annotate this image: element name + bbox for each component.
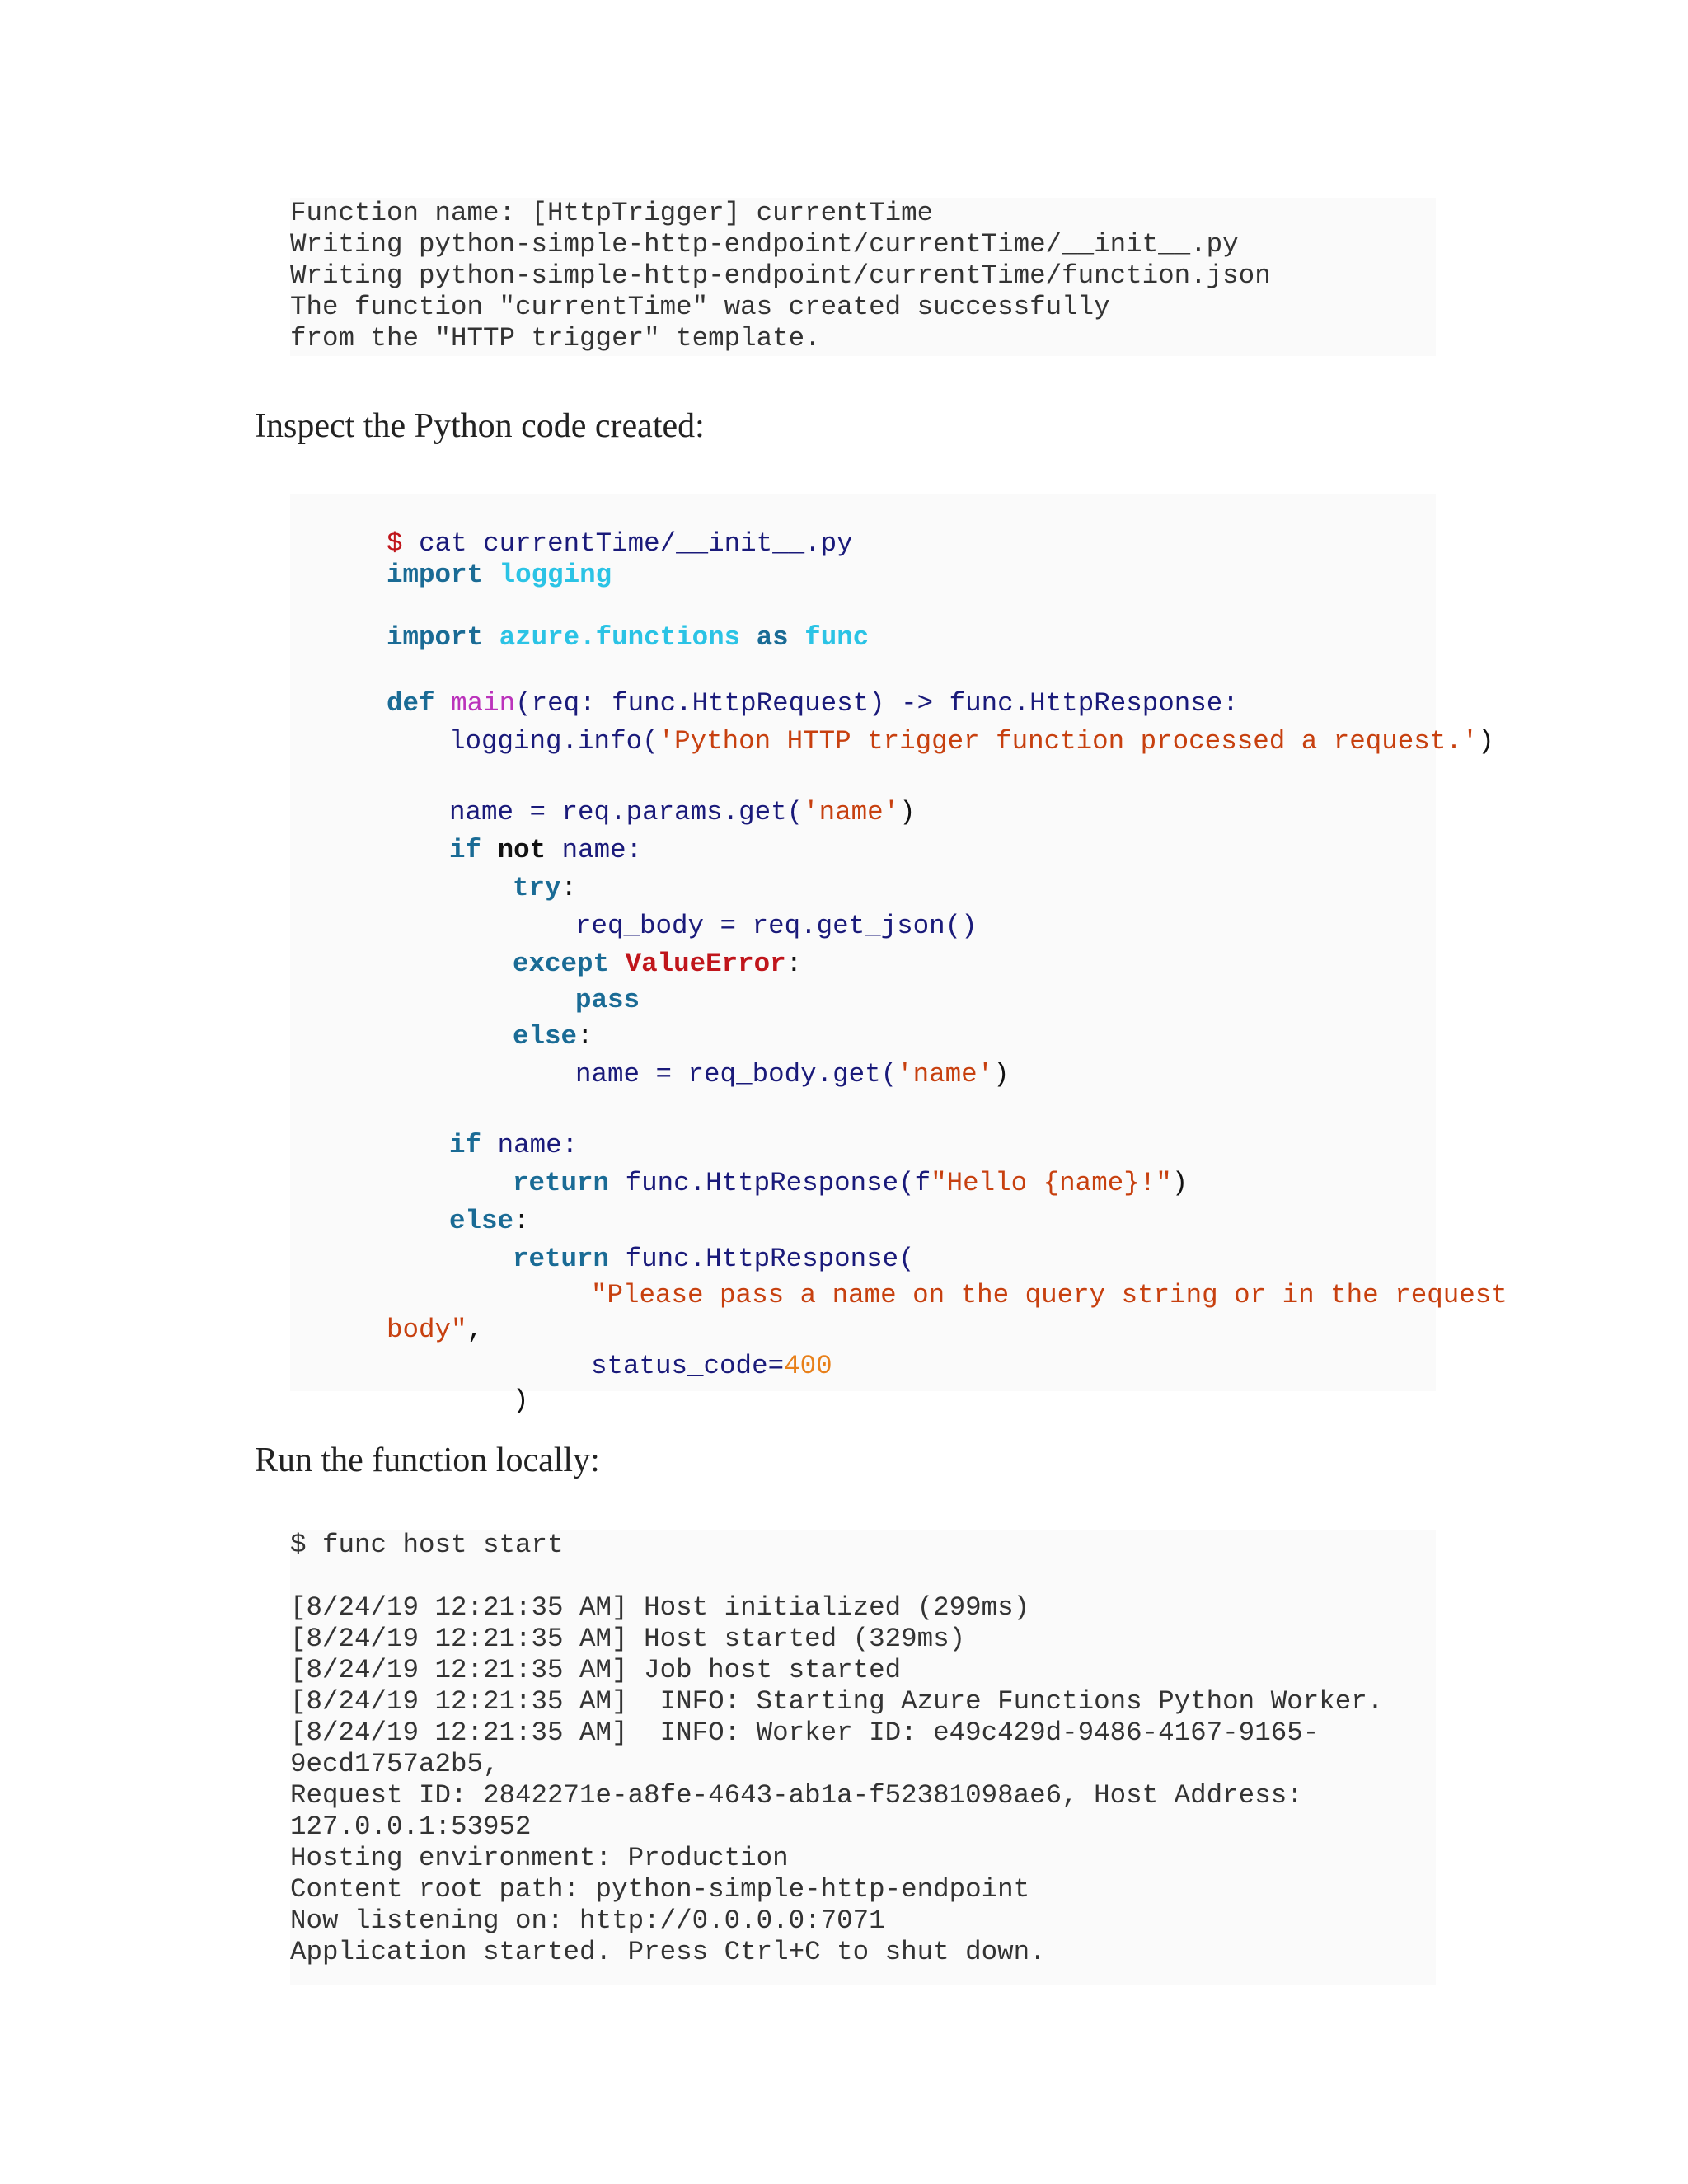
close-paren: )	[899, 797, 916, 827]
else-keyword: else	[449, 1206, 514, 1236]
colon: :	[560, 873, 578, 903]
return-keyword: return	[513, 1168, 610, 1198]
name-string: 'name'	[803, 797, 900, 827]
name-colon: name:	[561, 835, 643, 865]
output-line: $ func host start	[290, 1530, 564, 1560]
func-alias: func	[804, 622, 870, 653]
req-body-assign: req_body = req.get_json()	[575, 911, 978, 941]
name-params-assign: name = req.params.get(	[449, 797, 804, 827]
output-line: [8/24/19 12:21:35 AM] INFO: Starting Azure Functions Python Worker.	[290, 1686, 1384, 1717]
azure-functions-module: azure.functions	[499, 622, 741, 653]
main-function-name: main	[451, 688, 516, 719]
close-paren: )	[513, 1385, 529, 1416]
main-signature: (req: func.HttpRequest) -> func.HttpResponse:	[515, 688, 1239, 719]
output-line: Writing python-simple-http-endpoint/currentTime/__init__.py	[290, 229, 1239, 260]
colon: :	[577, 1021, 593, 1052]
output-line: Request ID: 2842271e-a8fe-4643-ab1a-f52381098ae6, Host Address:	[290, 1780, 1303, 1811]
func-host-output-block	[290, 1530, 1436, 1985]
shell-prompt: $	[387, 528, 403, 559]
f-string-prefix: f	[914, 1168, 931, 1198]
def-keyword: def	[387, 688, 435, 719]
output-line: [8/24/19 12:21:35 AM] Host initialized (299ms)	[290, 1592, 1030, 1623]
output-line: Application started. Press Ctrl+C to shut down.	[290, 1937, 1046, 1967]
output-line: Content root path: python-simple-http-endpoint	[290, 1874, 1030, 1905]
not-keyword: not	[497, 835, 546, 865]
import-keyword: import	[387, 622, 484, 653]
close-paren: )	[1478, 726, 1494, 757]
please-pass-string-end: body"	[387, 1315, 467, 1345]
logging-info-call: logging.info(	[449, 726, 659, 757]
log-message-string: 'Python HTTP trigger function processed a request.'	[658, 726, 1479, 757]
func-new-output-block	[290, 198, 1436, 356]
cat-command: cat	[419, 528, 467, 559]
code-line-close-paren	[416, 1352, 529, 1451]
output-line: from the "HTTP trigger" template.	[290, 323, 821, 354]
output-line: Hosting environment: Production	[290, 1843, 789, 1873]
comma: ,	[467, 1315, 484, 1345]
else-keyword: else	[513, 1021, 578, 1052]
output-line: Function name: [HttpTrigger] currentTime	[290, 198, 934, 228]
output-line: 9ecd1757a2b5,	[290, 1749, 499, 1779]
if-keyword: if	[449, 835, 482, 865]
import-keyword: import	[387, 560, 484, 590]
try-keyword: try	[513, 873, 561, 903]
close-paren: )	[993, 1059, 1010, 1090]
if-keyword: if	[449, 1130, 482, 1160]
return-keyword: return	[513, 1244, 610, 1274]
status-code-arg: status_code=	[591, 1351, 785, 1381]
hello-string: "Hello {name}!"	[931, 1168, 1172, 1198]
python-code-block	[290, 494, 1507, 1416]
output-line: Writing python-simple-http-endpoint/currentTime/function.json	[290, 260, 1271, 291]
run-locally-heading: Run the function locally:	[255, 1441, 600, 1479]
http-response-call: func.HttpResponse(	[625, 1244, 915, 1274]
output-line: [8/24/19 12:21:35 AM] INFO: Worker ID: e49c429d-9486-4167-9165-	[290, 1718, 1320, 1748]
name-from-body-assign: name = req_body.get(	[575, 1059, 898, 1090]
pass-keyword: pass	[575, 985, 640, 1015]
colon: :	[513, 1206, 530, 1236]
output-line: [8/24/19 12:21:35 AM] Host started (329ms)	[290, 1624, 966, 1654]
inspect-code-heading: Inspect the Python code created:	[255, 407, 705, 445]
cat-path: currentTime/__init__.py	[483, 528, 853, 559]
output-line: [8/24/19 12:21:35 AM] Job host started	[290, 1655, 902, 1685]
as-keyword: as	[756, 622, 789, 653]
close-paren: )	[1171, 1168, 1189, 1198]
code-line-status-code	[495, 1317, 832, 1416]
colon: :	[785, 949, 803, 979]
name-colon: name:	[497, 1130, 579, 1160]
output-line: The function "currentTime" was created successfully	[290, 292, 1110, 322]
output-line: 127.0.0.1:53952	[290, 1811, 532, 1842]
status-code-value: 400	[784, 1351, 832, 1381]
logging-module: logging	[499, 560, 612, 590]
output-line: Now listening on: http://0.0.0.0:7071	[290, 1905, 885, 1936]
please-pass-string: "Please pass a name on the query string or in the request	[591, 1280, 1507, 1310]
name-string: 'name'	[897, 1059, 994, 1090]
except-keyword: except	[513, 949, 610, 979]
value-error-class: ValueError	[625, 949, 786, 979]
http-response-call: func.HttpResponse(	[625, 1168, 915, 1198]
